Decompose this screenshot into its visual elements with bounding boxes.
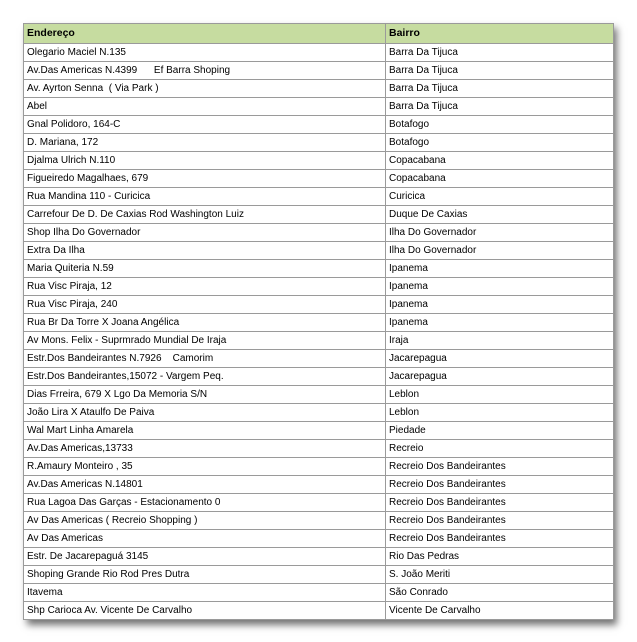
cell-bairro: Vicente De Carvalho — [386, 602, 614, 620]
cell-endereco: Rua Br Da Torre X Joana Angélica — [24, 314, 386, 332]
table-row — [24, 602, 614, 620]
cell-bairro: Leblon — [386, 404, 614, 422]
cell-bairro: Barra Da Tijuca — [386, 62, 614, 80]
table-row — [24, 512, 614, 530]
cell-endereco: Av Das Americas — [24, 530, 386, 548]
cell-endereco: Dias Frreira, 679 X Lgo Da Memoria S/N — [24, 386, 386, 404]
table-row — [24, 206, 614, 224]
cell-endereco: Av. Ayrton Senna ( Via Park ) — [24, 80, 386, 98]
address-table-card — [23, 23, 613, 620]
cell-endereco: Shoping Grande Rio Rod Pres Dutra — [24, 566, 386, 584]
cell-bairro: Iraja — [386, 332, 614, 350]
cell-bairro: São Conrado — [386, 584, 614, 602]
table-row — [24, 548, 614, 566]
cell-endereco: Rua Visc Piraja, 12 — [24, 278, 386, 296]
cell-endereco: Wal Mart Linha Amarela — [24, 422, 386, 440]
cell-bairro: Piedade — [386, 422, 614, 440]
cell-bairro: Ipanema — [386, 296, 614, 314]
cell-bairro: Copacabana — [386, 170, 614, 188]
table-row — [24, 98, 614, 116]
cell-endereco: Av.Das Americas N.14801 — [24, 476, 386, 494]
cell-bairro: Barra Da Tijuca — [386, 80, 614, 98]
cell-bairro: Duque De Caxias — [386, 206, 614, 224]
cell-bairro: Barra Da Tijuca — [386, 44, 614, 62]
address-table — [23, 23, 614, 620]
cell-endereco: Extra Da Ilha — [24, 242, 386, 260]
cell-endereco: Estr.Dos Bandeirantes N.7926 Camorim — [24, 350, 386, 368]
cell-endereco: R.Amaury Monteiro , 35 — [24, 458, 386, 476]
table-row — [24, 242, 614, 260]
cell-endereco: Shop Ilha Do Governador — [24, 224, 386, 242]
table-row — [24, 134, 614, 152]
table-row — [24, 350, 614, 368]
table-row — [24, 332, 614, 350]
table-row — [24, 314, 614, 332]
cell-bairro: Recreio — [386, 440, 614, 458]
table-row — [24, 404, 614, 422]
cell-endereco: D. Mariana, 172 — [24, 134, 386, 152]
cell-endereco: Carrefour De D. De Caxias Rod Washington Luiz — [24, 206, 386, 224]
cell-endereco: João Lira X Ataulfo De Paiva — [24, 404, 386, 422]
cell-bairro: Ilha Do Governador — [386, 224, 614, 242]
cell-bairro: Recreio Dos Bandeirantes — [386, 530, 614, 548]
table-row — [24, 224, 614, 242]
cell-endereco: Av.Das Americas N.4399 Ef Barra Shoping — [24, 62, 386, 80]
table-row — [24, 440, 614, 458]
cell-bairro: Botafogo — [386, 116, 614, 134]
table-row — [24, 116, 614, 134]
cell-endereco: Djalma Ulrich N.110 — [24, 152, 386, 170]
cell-endereco: Av.Das Americas,13733 — [24, 440, 386, 458]
cell-endereco: Olegario Maciel N.135 — [24, 44, 386, 62]
table-row — [24, 278, 614, 296]
table-row — [24, 80, 614, 98]
cell-bairro: S. João Meriti — [386, 566, 614, 584]
cell-bairro: Leblon — [386, 386, 614, 404]
cell-bairro: Recreio Dos Bandeirantes — [386, 494, 614, 512]
cell-bairro: Curicica — [386, 188, 614, 206]
cell-endereco: Maria Quiteria N.59 — [24, 260, 386, 278]
table-row — [24, 476, 614, 494]
table-row — [24, 530, 614, 548]
cell-bairro: Jacarepagua — [386, 368, 614, 386]
table-row — [24, 458, 614, 476]
cell-bairro: Recreio Dos Bandeirantes — [386, 458, 614, 476]
cell-endereco: Estr. De Jacarepaguá 3145 — [24, 548, 386, 566]
cell-endereco: Itavema — [24, 584, 386, 602]
table-row — [24, 368, 614, 386]
table-row — [24, 188, 614, 206]
cell-bairro: Ipanema — [386, 278, 614, 296]
table-row — [24, 152, 614, 170]
cell-bairro: Ipanema — [386, 314, 614, 332]
cell-bairro: Ilha Do Governador — [386, 242, 614, 260]
cell-endereco: Rua Lagoa Das Garças - Estacionamento 0 — [24, 494, 386, 512]
cell-endereco: Rua Visc Piraja, 240 — [24, 296, 386, 314]
table-header-row — [24, 24, 614, 44]
cell-endereco: Av Mons. Felix - Suprmrado Mundial De Iraja — [24, 332, 386, 350]
table-row — [24, 260, 614, 278]
table-row — [24, 566, 614, 584]
cell-bairro: Barra Da Tijuca — [386, 98, 614, 116]
cell-endereco: Shp Carioca Av. Vicente De Carvalho — [24, 602, 386, 620]
column-header-endereco: Endereço — [24, 24, 386, 44]
table-row — [24, 62, 614, 80]
table-row — [24, 386, 614, 404]
cell-bairro: Recreio Dos Bandeirantes — [386, 476, 614, 494]
table-row — [24, 170, 614, 188]
cell-endereco: Gnal Polidoro, 164-C — [24, 116, 386, 134]
cell-bairro: Recreio Dos Bandeirantes — [386, 512, 614, 530]
table-row — [24, 44, 614, 62]
cell-bairro: Botafogo — [386, 134, 614, 152]
table-row — [24, 296, 614, 314]
cell-endereco: Rua Mandina 110 - Curicica — [24, 188, 386, 206]
cell-bairro: Ipanema — [386, 260, 614, 278]
cell-endereco: Abel — [24, 98, 386, 116]
table-row — [24, 422, 614, 440]
cell-bairro: Jacarepagua — [386, 350, 614, 368]
table-row — [24, 494, 614, 512]
column-header-bairro: Bairro — [386, 24, 614, 44]
cell-bairro: Rio Das Pedras — [386, 548, 614, 566]
cell-endereco: Figueiredo Magalhaes, 679 — [24, 170, 386, 188]
cell-endereco: Estr.Dos Bandeirantes,15072 - Vargem Peq. — [24, 368, 386, 386]
cell-endereco: Av Das Americas ( Recreio Shopping ) — [24, 512, 386, 530]
table-row — [24, 584, 614, 602]
cell-bairro: Copacabana — [386, 152, 614, 170]
